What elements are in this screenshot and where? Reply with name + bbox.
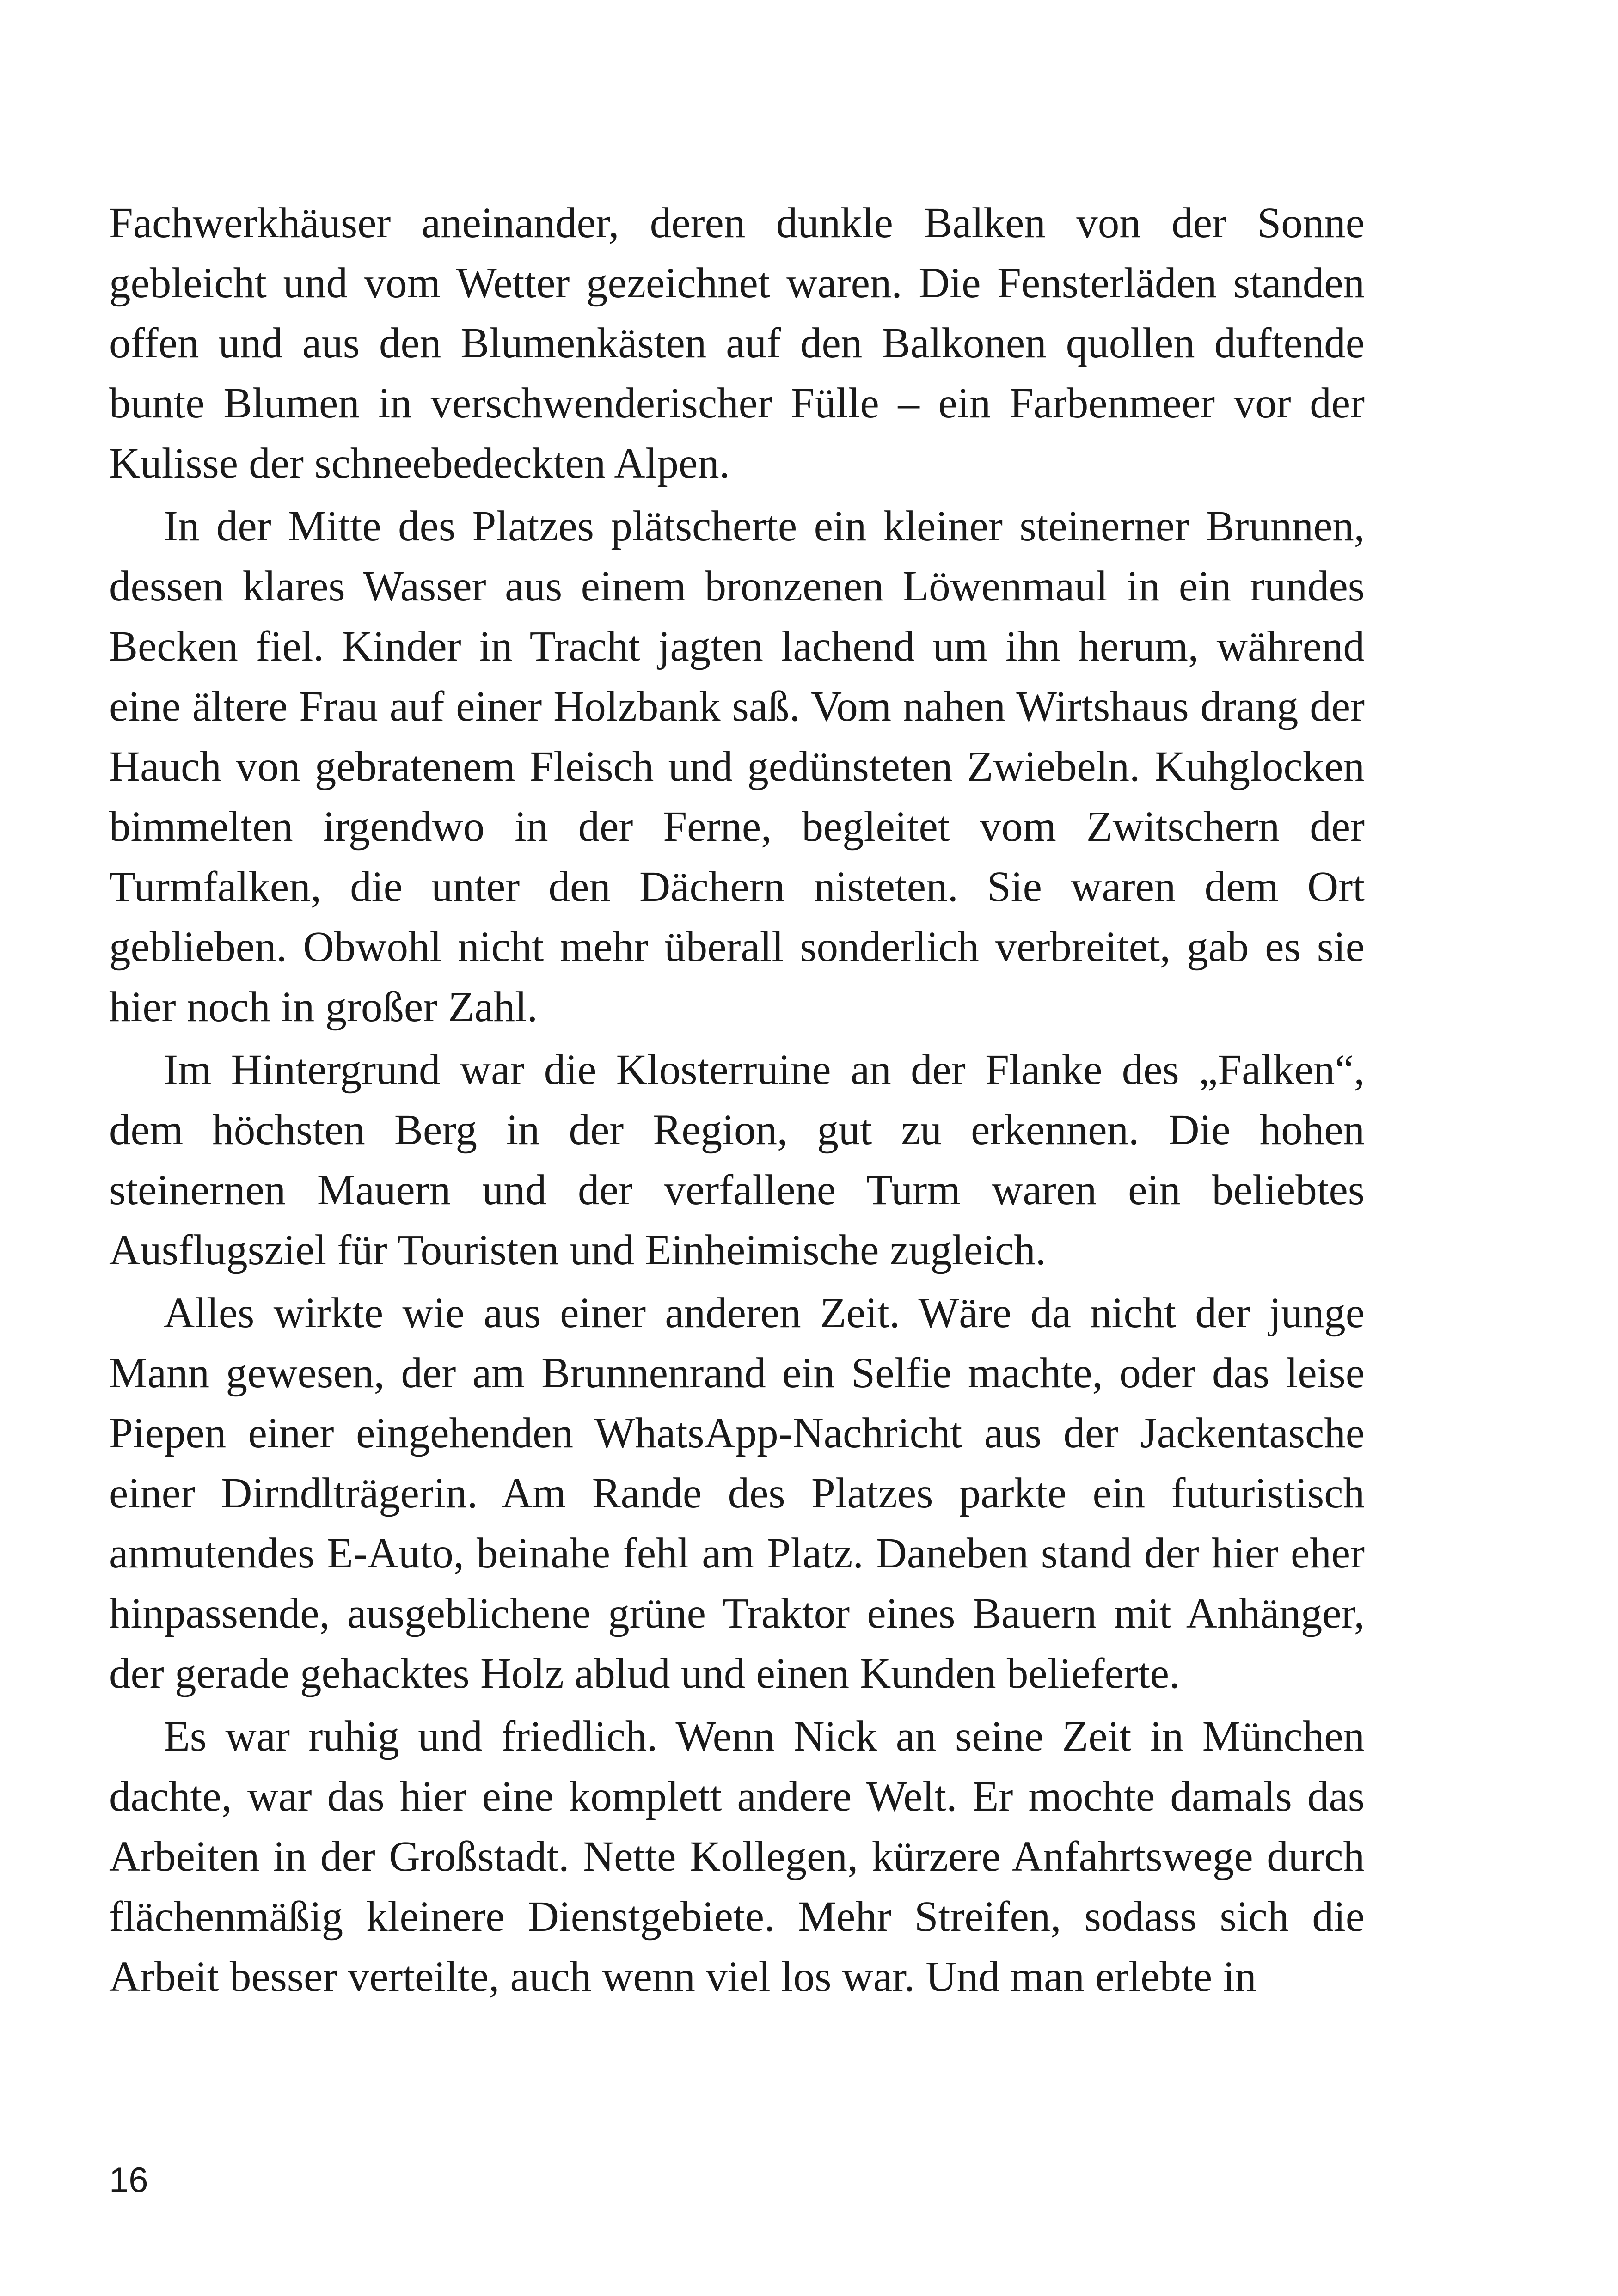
paragraph-2: In der Mitte des Platzes plätscherte ein kleiner steinerner Brunnen, dessen klares Wasser aus einem bronzenen Löwenmaul in ein rundes Becken fiel. Kinder in Tracht jagten lachend um ihn herum, während eine ältere Frau auf einer Holzbank saß. Vom nahen Wirtshaus drang der Hauch von gebratenem Fleisch und gedünsteten Zwiebeln. Kuhglocken bimmelten irgendwo in der Ferne, begleitet vom Zwitschern der Turmfalken, die unter den Dächern nisteten. Sie waren dem Ort geblieben. Obwohl nicht mehr überall sonderlich verbreitet, gab es sie hier noch in großer Zahl. bbox=[109, 502, 1365, 1031]
body-text bbox=[109, 193, 1365, 2010]
paragraph-3: Im Hintergrund war die Klosterruine an der Flanke des „Falken“, dem höchsten Berg in der Region, gut zu erkennen. Die hohen steinernen Mauern und der verfallene Turm waren ein beliebtes Ausflugsziel für Touristen und Einheimische zugleich. bbox=[109, 1046, 1365, 1274]
page-number: 16 bbox=[109, 2161, 148, 2200]
paragraph-1: Fachwerkhäuser aneinander, deren dunkle Balken von der Sonne gebleicht und vom Wetter gezeichnet waren. Die Fensterläden standen offen und aus den Blumenkästen auf den Balkonen quollen duftende bunte Blumen in verschwenderischer Fülle – ein Farbenmeer vor der Kulisse der schneebedeckten Alpen. bbox=[109, 199, 1365, 487]
paragraph-4: Alles wirkte wie aus einer anderen Zeit. Wäre da nicht der junge Mann gewesen, der am Brunnenrand ein Selfie machte, oder das leise Piepen einer eingehenden WhatsApp-Nachricht aus der Jackentasche einer Dirndlträgerin. Am Rande des Platzes parkte ein futuristisch anmutendes E-Auto, beinahe fehl am Platz. Daneben stand der hier eher hinpassende, ausgeblichene grüne Traktor eines Bauern mit Anhänger, der gerade gehacktes Holz ablud und einen Kunden belieferte. bbox=[109, 1289, 1365, 1697]
paragraph-5: Es war ruhig und friedlich. Wenn Nick an seine Zeit in München dachte, war das hier eine komplett andere Welt. Er mochte damals das Arbeiten in der Großstadt. Nette Kollegen, kürzere Anfahrtswege durch flächenmäßig kleinere Dienstgebiete. Mehr Streifen, sodass sich die Arbeit besser verteilte, auch wenn viel los war. Und man erlebte in bbox=[109, 1713, 1365, 2001]
